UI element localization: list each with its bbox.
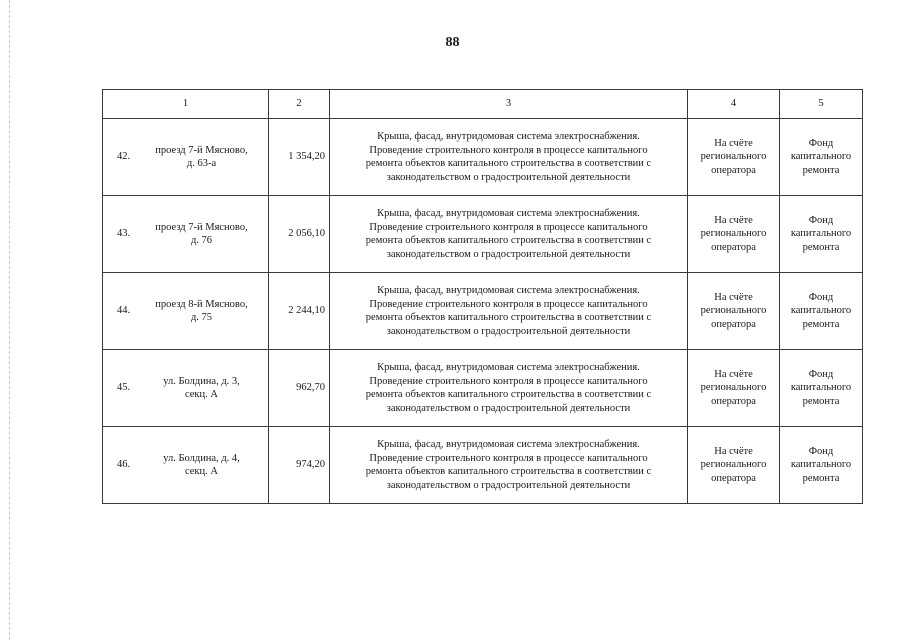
address-cell: [103, 119, 269, 196]
works-cell: [330, 427, 688, 504]
funding-source-line: ремонта: [802, 395, 840, 407]
address-cell: [103, 427, 269, 504]
account-holder-line: На счёте: [714, 137, 753, 149]
column-header: 2: [269, 90, 330, 119]
address-line: д. 76: [190, 235, 213, 246]
table-header-row: [103, 90, 863, 119]
funding-source-line: Фонд: [808, 445, 834, 457]
account-holder-line: На счёте: [714, 291, 753, 303]
works-line: законодательством о градостроительной деятельности: [386, 248, 631, 260]
area-cell: 2 244,10: [269, 273, 330, 350]
address: [145, 298, 264, 325]
account-holder-line: оператора: [711, 318, 756, 330]
funding-source-line: капитального: [790, 459, 852, 471]
account-holder-line: регионального: [700, 151, 767, 163]
funding-source-cell: [780, 427, 863, 504]
address-line: ул. Болдина, д. 4,: [163, 452, 240, 464]
works-line: Крыша, фасад, внутридомовая система электроснабжения.: [377, 285, 640, 296]
account-holder-line: На счёте: [714, 445, 753, 457]
works-line: Крыша, фасад, внутридомовая система электроснабжения.: [377, 439, 640, 450]
row-number: 46.: [117, 459, 131, 471]
works-line: законодательством о градостроительной деятельности: [386, 171, 631, 183]
address-line: ул. Болдина, д. 3,: [163, 375, 240, 387]
row-number: 45.: [117, 382, 131, 394]
area-cell: 2 056,10: [269, 196, 330, 273]
address: [145, 144, 264, 171]
address: [145, 221, 264, 248]
account-holder-line: регионального: [700, 459, 767, 471]
funding-source-line: ремонта: [802, 164, 840, 176]
account-holder-line: оператора: [711, 241, 756, 253]
account-holder-cell: [688, 196, 780, 273]
column-header: 1: [103, 90, 269, 119]
funding-source-line: капитального: [790, 305, 852, 317]
funding-source-line: Фонд: [808, 368, 834, 380]
account-holder-line: На счёте: [714, 368, 753, 380]
works-cell: [330, 350, 688, 427]
account-holder-cell: [688, 427, 780, 504]
address: [145, 452, 264, 479]
account-holder-line: оператора: [711, 164, 756, 176]
works-line: Крыша, фасад, внутридомовая система электроснабжения.: [377, 131, 640, 142]
account-holder-line: регионального: [700, 382, 767, 394]
row-number: 44.: [117, 305, 131, 317]
table-row: [103, 119, 863, 196]
account-holder-line: На счёте: [714, 214, 753, 226]
address-line: проезд 7-й Мясново,: [155, 144, 248, 156]
works-line: Крыша, фасад, внутридомовая система электроснабжения.: [377, 208, 640, 219]
works-cell: [330, 119, 688, 196]
account-holder-line: регионального: [700, 305, 767, 317]
address: [145, 375, 264, 402]
area-cell: 962,70: [269, 350, 330, 427]
funding-source-line: ремонта: [802, 472, 840, 484]
funding-source-line: ремонта: [802, 241, 840, 253]
works-line: Проведение строительного контроля в процессе капитального: [369, 221, 648, 233]
table-row: [103, 273, 863, 350]
address-line: д. 75: [190, 312, 213, 323]
row-number: 43.: [117, 228, 131, 240]
works-line: ремонта объектов капитального строительства в соответствии с: [365, 466, 652, 477]
works-line: ремонта объектов капитального строительства в соответствии с: [365, 312, 652, 323]
works-cell: [330, 196, 688, 273]
repair-schedule-table: [102, 89, 863, 504]
works-line: Проведение строительного контроля в процессе капитального: [369, 144, 648, 156]
account-holder-cell: [688, 350, 780, 427]
funding-source-cell: [780, 196, 863, 273]
works-line: Проведение строительного контроля в процессе капитального: [369, 375, 648, 387]
works-line: законодательством о градостроительной деятельности: [386, 325, 631, 337]
funding-source-line: Фонд: [808, 291, 834, 303]
funding-source-line: Фонд: [808, 214, 834, 226]
works-line: ремонта объектов капитального строительства в соответствии с: [365, 389, 652, 400]
account-holder-cell: [688, 119, 780, 196]
column-header: 4: [688, 90, 780, 119]
table-row: [103, 196, 863, 273]
address-line: секц. А: [184, 466, 218, 477]
table-row: [103, 350, 863, 427]
account-holder-line: регионального: [700, 228, 767, 240]
account-holder-line: оператора: [711, 395, 756, 407]
account-holder-cell: [688, 273, 780, 350]
funding-source-cell: [780, 350, 863, 427]
works-line: ремонта объектов капитального строительства в соответствии с: [365, 158, 652, 169]
funding-source-line: капитального: [790, 151, 852, 163]
column-header: 5: [780, 90, 863, 119]
address-cell: [103, 350, 269, 427]
funding-source-cell: [780, 119, 863, 196]
works-line: законодательством о градостроительной деятельности: [386, 402, 631, 414]
address-line: секц. А: [184, 389, 218, 400]
works-line: Проведение строительного контроля в процессе капитального: [369, 452, 648, 464]
address-cell: [103, 196, 269, 273]
works-line: ремонта объектов капитального строительства в соответствии с: [365, 235, 652, 246]
works-line: Проведение строительного контроля в процессе капитального: [369, 298, 648, 310]
works-line: Крыша, фасад, внутридомовая система электроснабжения.: [377, 362, 640, 373]
area-cell: 1 354,20: [269, 119, 330, 196]
works-line: законодательством о градостроительной деятельности: [386, 479, 631, 491]
page-number: 88: [445, 35, 460, 50]
table-row: [103, 427, 863, 504]
funding-source-line: ремонта: [802, 318, 840, 330]
column-header: 3: [330, 90, 688, 119]
funding-source-line: капитального: [790, 382, 852, 394]
address-line: проезд 7-й Мясново,: [155, 221, 248, 233]
account-holder-line: оператора: [711, 472, 756, 484]
scan-edge-line: [9, 0, 10, 640]
funding-source-cell: [780, 273, 863, 350]
works-cell: [330, 273, 688, 350]
address-line: проезд 8-й Мясново,: [155, 298, 248, 310]
funding-source-line: Фонд: [808, 137, 834, 149]
address-cell: [103, 273, 269, 350]
area-cell: 974,20: [269, 427, 330, 504]
address-line: д. 63-а: [186, 158, 217, 169]
row-number: 42.: [117, 151, 131, 163]
funding-source-line: капитального: [790, 228, 852, 240]
